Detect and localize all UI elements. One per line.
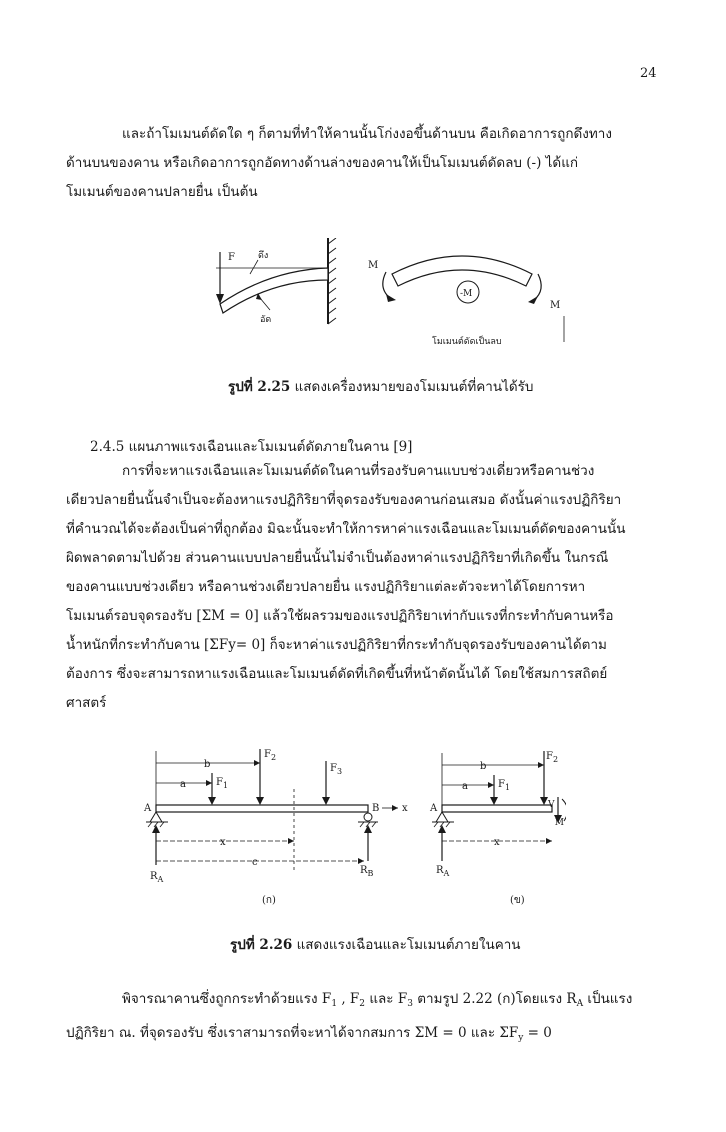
paragraph-2 [66,457,646,718]
beam-segment [442,805,552,812]
curved-beam [392,256,532,286]
pull-label: ดึง [258,251,269,261]
label-x-axis: x [402,803,408,814]
sub-label-right: (ข) [510,895,525,905]
moment-label-left: M [368,260,379,271]
simply-supported-beam [156,805,368,812]
paragraph-2-line-9: ศาสตร์ [66,695,107,711]
moment-label-right: M [550,300,561,311]
label-f2: $F_2$ [546,751,559,764]
label-x: x [220,837,226,848]
page-number: 24 [640,66,657,81]
paragraph-2-line-8: ต้องการ ซึ่งจะสามารถหาแรงเฉือนและโมเมนต์ดัดที่เกิดขึ้นที่หน้าตัดนั้นได้ โดยใช้สมการสถิตย์ [66,666,608,682]
figure-2-25-caption-number: รูปที่ 2.25 [228,379,291,395]
figure-2-26-right [426,745,566,905]
paragraph-2-line-1: การที่จะหาแรงเฉือนและโมเมนต์ดัดในคานที่รองรับคานแบบช่วงเดี่ยวหรือคานช่วง [122,463,595,479]
label-a: a [462,781,468,792]
minus-m-label: -M [460,289,473,299]
label-f2: $F_2$ [264,749,277,762]
paragraph-3 [66,985,646,1053]
paragraph-3-line-1: พิจารณาคานซึ่งถูกกระทำด้วยแรง $F_1$ , $F_2$ และ $F_3$ ตามรูป 2.22 (ก)โดยแรง $R_A$ เป็นแรง [122,991,633,1009]
label-A: A [144,803,152,814]
wall-hatching [328,238,336,324]
moment-arrow-left [383,272,390,298]
pull-pointer [250,260,258,274]
label-c: c [252,857,258,868]
paragraph-2-line-7: น้ำหนักที่กระทำกับคาน [ΣFy= 0] ก็จะหาค่าแรงปฏิกิริยาที่กระทำกับจุดรองรับของคานได้ตาม [66,637,607,653]
label-f1: $F_1$ [216,777,229,790]
moment-arrow-left-head [386,294,396,302]
label-A: A [430,803,438,814]
section-title: แผนภาพแรงเฉือนและโมเมนต์ดัดภายในคาน [9] [128,439,413,455]
label-ra: $R_A$ [150,871,164,884]
sub-label-left: (ก) [262,895,276,905]
moment-arrow-right-head [528,296,538,304]
section-number: 2.4.5 [90,439,125,455]
push-label: อัด [260,315,272,325]
figure-2-25 [200,238,620,350]
pin-support-a [150,812,162,822]
label-b: b [480,761,487,772]
negative-moment-text: โมเมนต์ดัดเป็นลบ [432,337,502,347]
moment-arrow-right [534,274,541,300]
label-a: a [180,779,186,790]
paragraph-3-line-2: ปฏิกิริยา ณ. ที่จุดรองรับ ซึ่งเราสามารถที่จะหาได้จากสมการ ΣM = 0 และ $\Sigma F_y = 0$ [66,1025,552,1043]
figure-2-26-caption [230,933,521,955]
paragraph-1 [66,120,646,207]
bent-cantilever-beam [220,268,328,313]
label-B: B [372,803,380,814]
label-v: V [548,800,555,810]
paragraph-2-line-2: เดียวปลายยื่นนั้นจำเป็นจะต้องหาแรงปฏิกิริยาที่จุดรองรับของคานก่อนเสมอ ดังนั้นค่าแรงปฏิกิริยา [66,492,622,508]
pin-support-a [436,812,448,822]
paragraph-2-line-6: โมเมนต์รอบจุดรองรับ [ΣM = 0] แล้วใช้ผลรวมของแรงปฏิกิริยาเท่ากับแรงที่กระทำกับคานหรือ [66,608,614,624]
label-f3: $F_3$ [330,763,343,776]
label-x: x [494,837,500,848]
roller-support-b [364,813,372,821]
label-f1: $F_1$ [498,779,511,792]
figure-2-25-caption-text: แสดงเครื่องหมายของโมเมนต์ที่คานได้รับ [294,379,534,395]
paragraph-1-line-3: โมเมนต์ของคานปลายยื่น เป็นต้น [66,184,258,200]
figure-2-26-caption-number: รูปที่ 2.26 [230,937,293,953]
paragraph-2-line-3: ที่คำนวณได้จะต้องเป็นค่าที่ถูกต้อง มิฉะนั้นจะทำให้การหาค่าแรงเฉือนและโมเมนต์ดัดของคานนั้น [66,521,626,537]
paragraph-1-line-2: ด้านบนของคาน หรือเกิดอาการถูกอัดทางด้านล่างของคานให้เป็นโมเมนต์ดัดลบ (-) ได้แก่ [66,155,579,171]
paragraph-1-line-1: และถ้าโมเมนต์ดัดใด ๆ ก็ตามที่ทำให้คานนั้นโก่งงอขึ้นด้านบน คือเกิดอาการถูกดึงทาง [122,126,612,142]
section-heading [90,435,412,457]
paragraph-2-line-4: ผิดพลาดตามไปด้วย ส่วนคานแบบปลายยื่นนั้นไม่จำเป็นต้องหาค่าแรงปฏิกิริยาที่เกิดขึ้น ในกรณี [66,550,609,566]
force-label: F [228,252,235,263]
label-rb: $R_B$ [360,865,374,878]
label-ra: $R_A$ [436,865,450,878]
label-m: M [554,818,564,828]
figure-2-25-caption [228,375,534,397]
paragraph-2-line-5: ของคานแบบช่วงเดียว หรือคานช่วงเดียวปลายยื่น แรงปฏิกิริยาแต่ละตัวจะหาได้โดยการหา [66,579,586,595]
figure-2-26-left [140,745,420,905]
label-b: b [204,759,211,770]
figure-2-26-caption-text: แสดงแรงเฉือนและโมเมนต์ภายในคาน [296,937,521,953]
